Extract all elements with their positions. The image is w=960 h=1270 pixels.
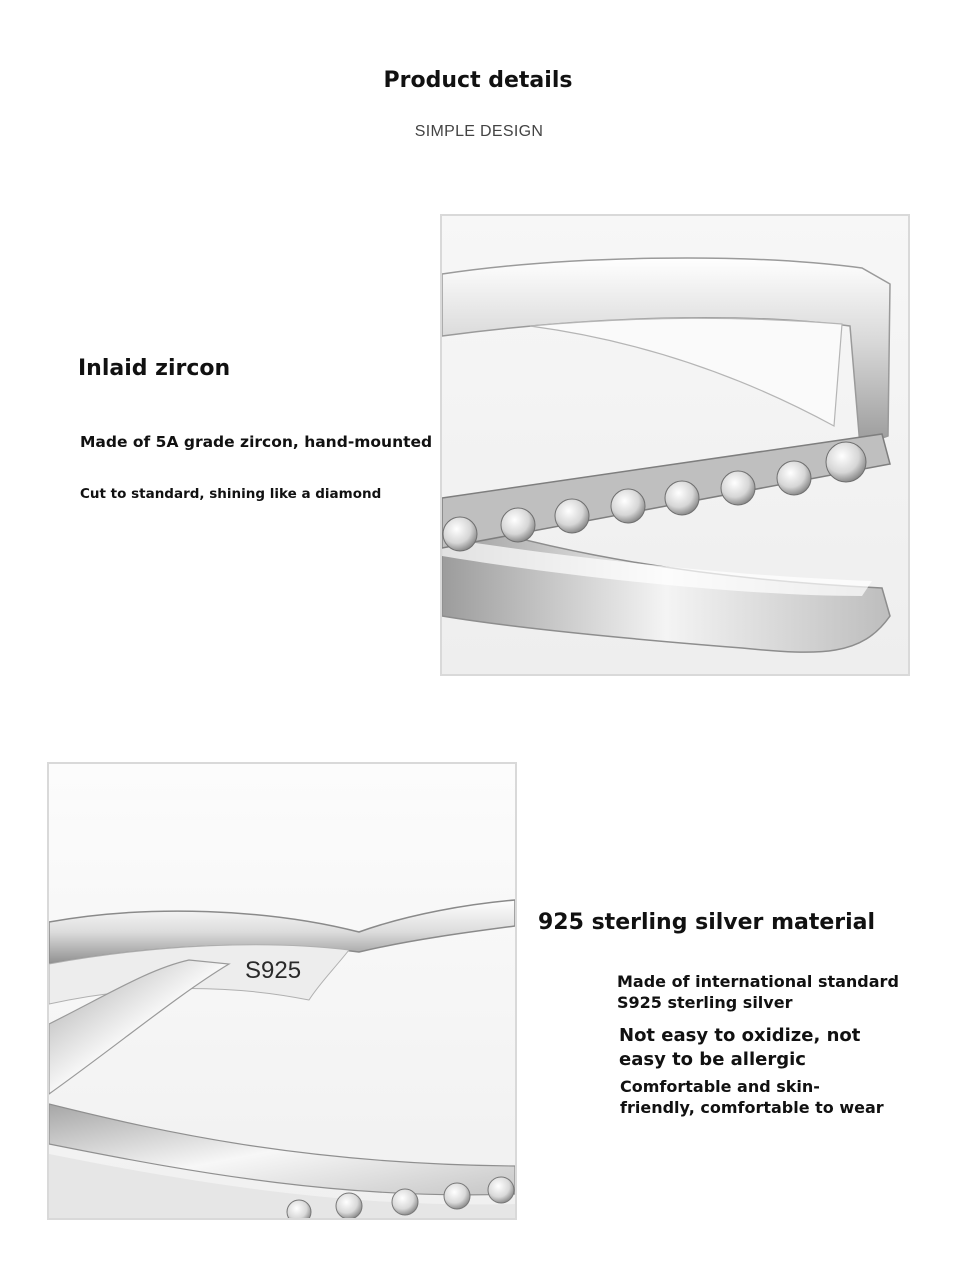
silver-line-2b: easy to be allergic bbox=[619, 1049, 806, 1070]
silver-line-1a: Made of international standard bbox=[617, 972, 899, 991]
silver-line-2a: Not easy to oxidize, not bbox=[619, 1025, 861, 1046]
s925-engraving: S925 bbox=[245, 957, 302, 984]
silver-line-3b: friendly, comfortable to wear bbox=[620, 1098, 884, 1117]
silver-line-3a: Comfortable and skin- bbox=[620, 1077, 820, 1096]
silver-ring-image bbox=[47, 762, 517, 1220]
silver-heading: 925 sterling silver material bbox=[538, 910, 876, 935]
zircon-ring-illustration bbox=[442, 216, 908, 674]
zircon-ring-image bbox=[440, 214, 910, 676]
zircon-line-1: Made of 5A grade zircon, hand-mounted bbox=[80, 433, 433, 451]
zircon-line-2: Cut to standard, shining like a diamond bbox=[80, 486, 382, 502]
page-title: Product details bbox=[383, 68, 573, 93]
silver-line-1b: S925 sterling silver bbox=[617, 993, 793, 1012]
silver-ring-illustration bbox=[49, 764, 515, 1218]
zircon-heading: Inlaid zircon bbox=[78, 356, 231, 381]
page-subtitle: SIMPLE DESIGN bbox=[414, 123, 544, 140]
